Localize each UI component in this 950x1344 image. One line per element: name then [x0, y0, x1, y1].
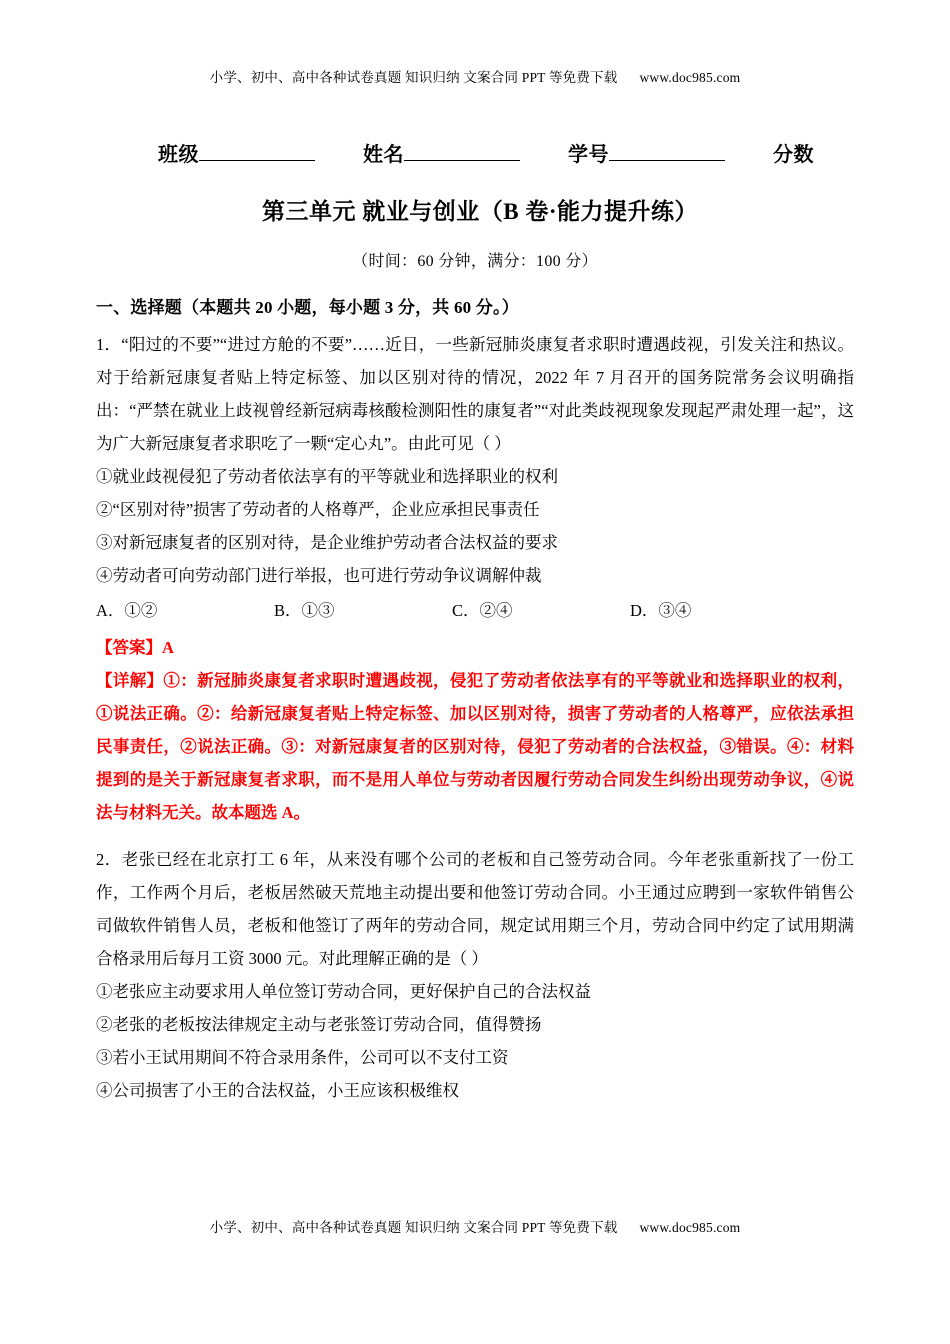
- info-gap-1: [315, 138, 363, 167]
- question-1-answer: 【答案】A: [96, 638, 174, 657]
- question-1: [96, 328, 854, 829]
- id-label: 学号: [568, 144, 609, 166]
- info-gap-2: [520, 138, 568, 167]
- question-1-number: 1．: [96, 335, 122, 354]
- question-2-option-2: ②老张的老板按法律规定主动与老张签订劳动合同，值得赞扬: [96, 1015, 542, 1034]
- score-label: 分数: [773, 144, 814, 166]
- class-field: [158, 138, 315, 167]
- question-2-stem: [96, 843, 854, 975]
- exam-subtitle: （时间：60 分钟，满分：100 分）: [352, 253, 598, 270]
- name-label: 姓名: [363, 144, 404, 166]
- question-1-choices: [96, 594, 854, 627]
- question-1-option-2: ②“区别对待”损害了劳动者的人格尊严，企业应承担民事责任: [96, 500, 540, 519]
- id-field: [568, 138, 725, 167]
- question-1-text: “阳过的不要”“进过方舱的不要”……近日，一些新冠肺炎康复者求职时遭遇歧视，引发关注和热议。对于给新冠康复者贴上特定标签、加以区别对待的情况，2022 年 7 月召开的国务院常务会议明确指出：“严禁在就业上歧视曾经新冠病毒核酸检测阳性的康复者”“对此类歧视现象发现起严肃处理一起”，这为广大新冠康复者求职吃了一颗“定心丸”。由此可见（ ）: [96, 335, 854, 453]
- score-field: [773, 138, 814, 167]
- id-blank: [609, 160, 725, 161]
- info-gap-3: [725, 138, 773, 167]
- class-blank: [199, 160, 315, 161]
- question-1-option-4: ④劳动者可向劳动部门进行举报，也可进行劳动争议调解仲裁: [96, 566, 542, 585]
- page-title: 第三单元 就业与创业（B 卷·能力提升练）: [261, 199, 698, 224]
- question-2: [96, 843, 854, 1107]
- footer-watermark: [0, 1216, 950, 1236]
- footer-note-text: 小学、初中、高中各种试卷真题 知识归纳 文案合同 PPT 等免费下载: [209, 1220, 618, 1235]
- question-2-text: 老张已经在北京打工 6 年，从来没有哪个公司的老板和自己签劳动合同。今年老张重新找了一份工作，工作两个月后，老板居然破天荒地主动提出要和他签订劳动合同。小王通过应聘到一家软件销售公司做软件销售人员，老板和他签订了两年的劳动合同，规定试用期三个月，劳动合同中约定了试用期满合格录用后每月工资 3000 元。对此理解正确的是（ ）: [96, 850, 855, 968]
- footer-site-text: www.doc985.com: [639, 1220, 741, 1235]
- question-1-stem: [96, 328, 854, 460]
- question-2-option-4: ④公司损害了小王的合法权益，小王应该积极维权: [96, 1081, 459, 1100]
- section-heading: 一、选择题（本题共 20 小题，每小题 3 分，共 60 分。）: [96, 298, 519, 317]
- student-info-line: [96, 138, 854, 167]
- header-watermark: [96, 0, 854, 86]
- question-2-number: 2．: [96, 850, 122, 869]
- question-1-option-1: ①就业歧视侵犯了劳动者依法享有的平等就业和选择职业的权利: [96, 467, 558, 486]
- name-field: [363, 138, 520, 167]
- question-2-option-1: ①老张应主动要求用人单位签订劳动合同，更好保护自己的合法权益: [96, 982, 591, 1001]
- question-1-choice-b[interactable]: B．①③: [274, 601, 335, 620]
- class-label: 班级: [158, 144, 199, 166]
- header-note-text: 小学、初中、高中各种试卷真题 知识归纳 文案合同 PPT 等免费下载: [209, 70, 618, 85]
- question-1-choice-c[interactable]: C．②④: [452, 601, 513, 620]
- question-1-choice-a[interactable]: A．①②: [96, 601, 158, 620]
- question-1-explanation: 【详解】①：新冠肺炎康复者求职时遭遇歧视，侵犯了劳动者依法享有的平等就业和选择职业的权利，①说法正确。②：给新冠康复者贴上特定标签、加以区别对待，损害了劳动者的人格尊严，应依法承担民事责任，②说法正确。③：对新冠康复者的区别对待，侵犯了劳动者的合法权益，③错误。④：材料提到的是关于新冠康复者求职，而不是用人单位与劳动者因履行劳动合同发生纠纷出现劳动争议，④说法与材料无关。故本题选 A。: [96, 671, 854, 822]
- question-2-option-3: ③若小王试用期间不符合录用条件，公司可以不支付工资: [96, 1048, 509, 1067]
- question-1-option-3: ③对新冠康复者的区别对待，是企业维护劳动者合法权益的要求: [96, 533, 558, 552]
- question-1-choice-d[interactable]: D．③④: [630, 601, 692, 620]
- name-blank: [404, 160, 520, 161]
- header-site-text: www.doc985.com: [639, 70, 741, 85]
